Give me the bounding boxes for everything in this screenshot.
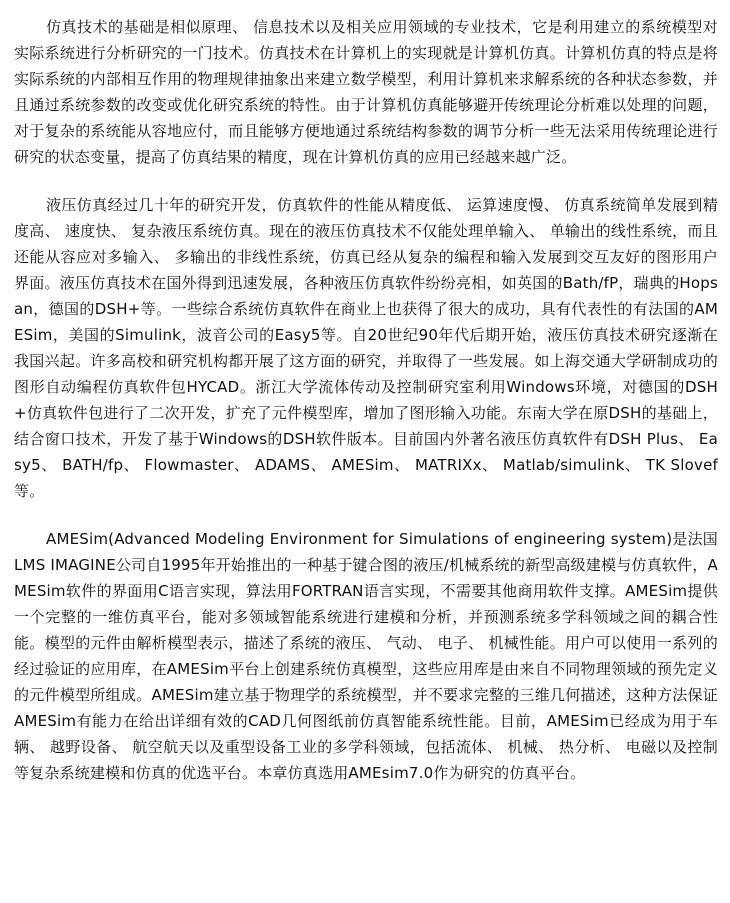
paragraph-simulation-basics: 仿真技术的基础是相似原理、 信息技术以及相关应用领域的专业技术，它是利用建立的系统模型对实际系统进行分析研究的一门技术。仿真技术在计算机上的实现就是计算机仿真。计算机仿真的特点是将实际系统的内部相互作用的物理规律抽象出来建立数学模型，利用计算机来求解系统的各种状态参数，并且通过系统参数的改变或优化研究系统的特性。由于计算机仿真能够避开传统理论分析难以处理的问题，对于复杂的系统能从容地应付，而且能够方便地通过系统结构参数的调节分析一些无法采用传统理论进行研究的状态变量，提高了仿真结果的精度，现在计算机仿真的应用已经越来越广泛。: [14, 18, 718, 166]
paragraph-amesim: AMESim(Advanced Modeling Environment for Simulations of engineering system)是法国LMS IMAGINE公司自1995年开始推出的一种基于键合图的液压/机械系统的新型高级建模与仿真软件，AMESim软件的界面用C语言实现，算法用FORTRAN语言实现，不需要其他商用软件支撑。AMESim提供一个完整的一维仿真平台，能对多领域智能系统进行建模和分析，并预测系统多学科领域之间的耦合性能。模型的元件由解析模型表示，描述了系统的液压、 气动、 电子、 机械性能。用户可以使用一系列的经过验证的应用库，在AMESim平台上创建系统仿真模型，这些应用库是由来自不同物理领域的预先定义的元件模型所组成。AMESim建立基于物理学的系统模型，并不要求完整的三维几何描述，这种方法保证AMESim有能力在给出详细有效的CAD几何图纸前仿真智能系统性能。目前，AMESim已经成为用于车辆、 越野设备、 航空航天以及重型设备工业的多学科领域，包括流体、 机械、 热分析、 电磁以及控制等复杂系统建模和仿真的优选平台。本章仿真选用AMEsim7.0作为研究的仿真平台。: [14, 530, 718, 782]
document-page: [14, 14, 718, 786]
paragraph-hydraulic-simulation: 液压仿真经过几十年的研究开发，仿真软件的性能从精度低、 运算速度慢、 仿真系统简单发展到精度高、 速度快、 复杂液压系统仿真。现在的液压仿真技术不仅能处理单输入、 单输出的线性系统，而且还能从容应对多输入、 多输出的非线性系统，仿真已经从复杂的编程和输入发展到交互友好的图形用户界面。液压仿真技术在国外得到迅速发展，各种液压仿真软件纷纷亮相，如英国的Bath/fP，瑞典的Hopsan，德国的DSH+等。一些综合系统仿真软件在商业上也获得了很大的成功，具有代表性的有法国的AMESim，美国的Simulink，波音公司的Easy5等。自20世纪90年代后期开始，液压仿真技术研究逐渐在我国兴起。许多高校和研究机构都开展了这方面的研究，并取得了一些发展。如上海交通大学研制成功的图形自动编程仿真软件包HYCAD。浙江大学流体传动及控制研究室利用Windows环境，对德国的DSH+仿真软件包进行了二次开发，扩充了元件模型库，增加了图形输入功能。东南大学在原DSH的基础上，结合窗口技术，开发了基于Windows的DSH软件版本。目前国内外著名液压仿真软件有DSH Plus、 Easy5、 BATH/fp、 Flowmaster、 ADAMS、 AMESim、 MATRIXx、 Matlab/simulink、 TK Slovef等。: [14, 196, 718, 500]
